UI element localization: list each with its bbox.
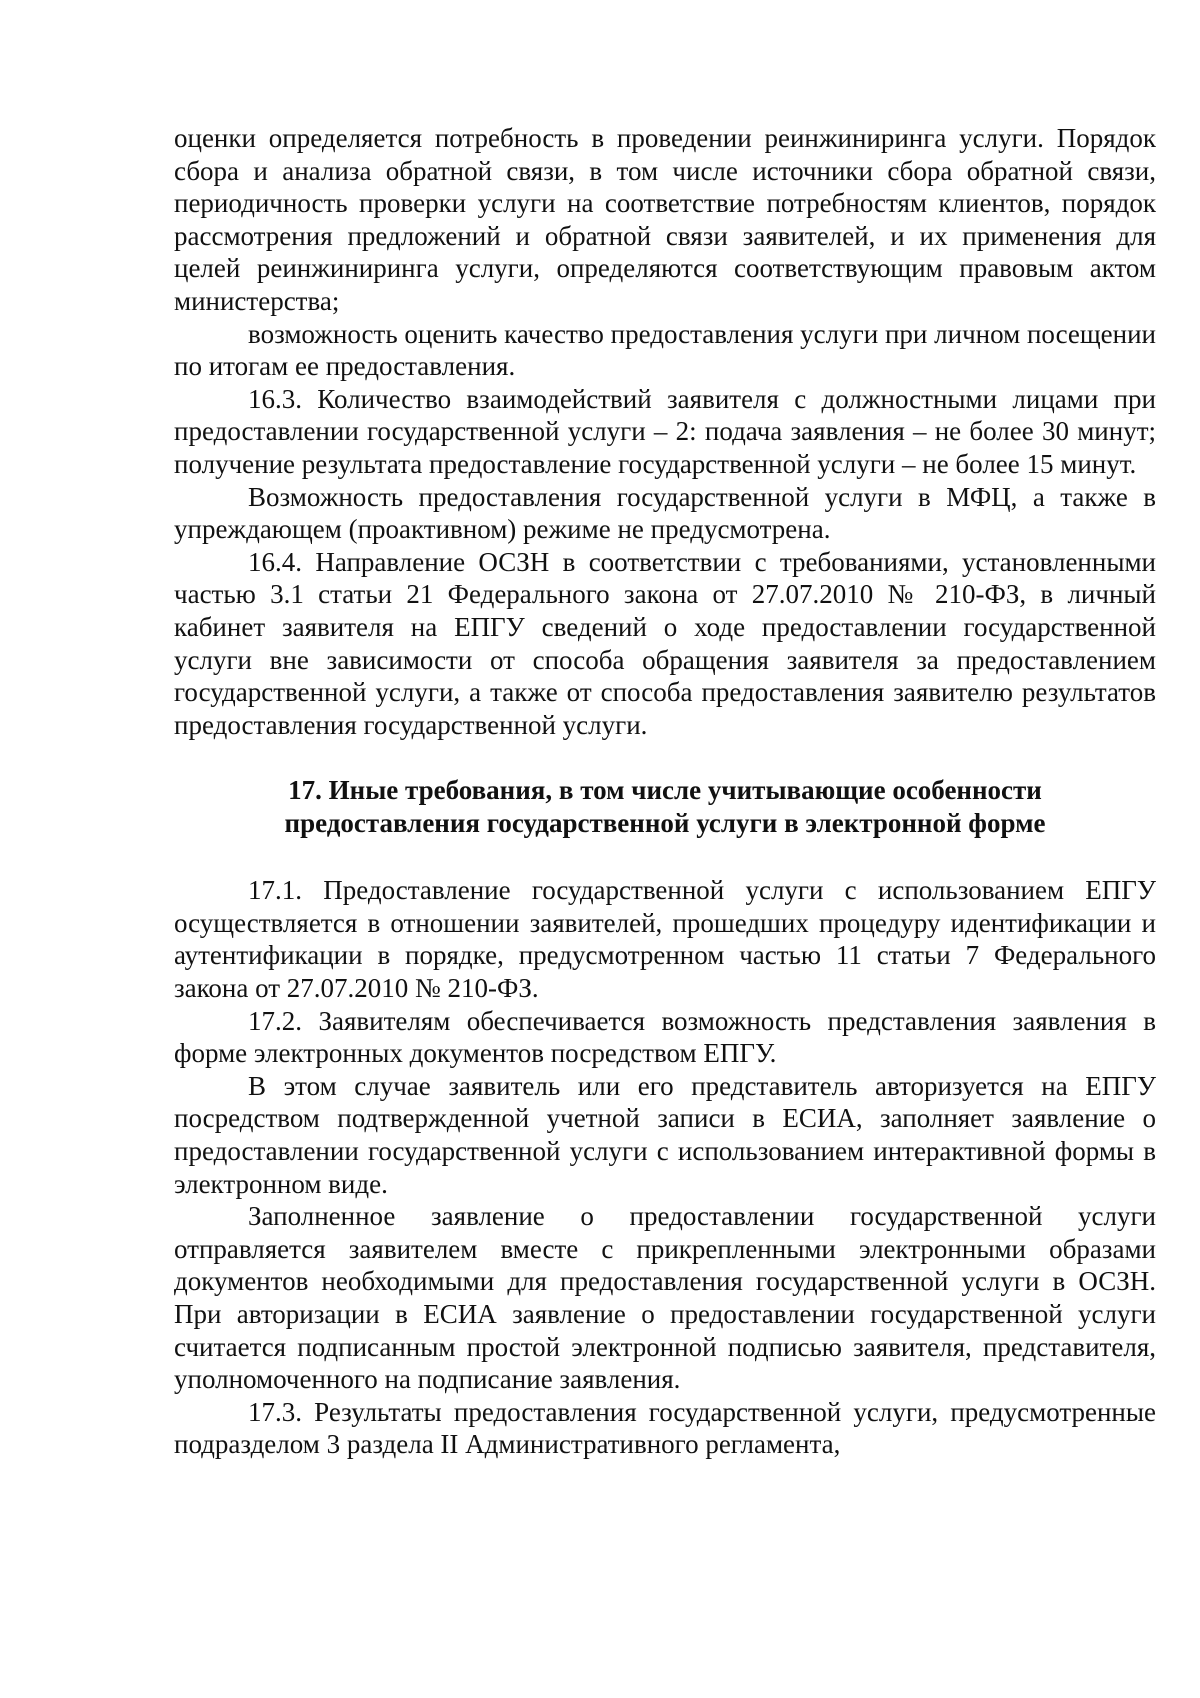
section-heading-line-2: предоставления государственной услуги в электронной форме bbox=[284, 808, 1046, 839]
paragraph-reengineering-continuation: оценки определяется потребность в проведении реинжиниринга услуги. Порядок сбора и анализа обратной связи, в том числе источники сбора обратной связи, периодичность проверки услуги на соответствие потребностям клиентов, порядок рассмотрения предложений и обратной связи заявителей, и их применения для целей реинжиниринга услуги, определяются соответствующим правовым актом министерства; bbox=[174, 123, 1156, 316]
paragraph-filled-application: Заполненное заявление о предоставлении государственной услуги отправляется заявителем вместе с прикрепленными электронными образами документов необходимыми для предоставления государственной услуги в ОСЗН. При авторизации в ЕСИА заявление о предоставлении государственной услуги считается подписанным простой электронной подписью заявителя, представителя, уполномоченного на подписание заявления. bbox=[174, 1201, 1156, 1395]
section-17-heading bbox=[174, 774, 1156, 840]
paragraph-17-1: 17.1. Предоставление государственной услуги с использованием ЕПГУ осуществляется в отношении заявителей, прошедших процедуру идентификации и аутентификации в порядке, предусмотренном частью 11 статьи 7 Федерального закона от 27.07.2010 № 210-ФЗ. bbox=[174, 875, 1156, 1004]
paragraph-16-3: 16.3. Количество взаимодействий заявителя с должностными лицами при предоставлении государственной услуги – 2: подача заявления – не более 30 минут; получение результата предоставление государственной услуги – не более 15 минут. bbox=[174, 383, 1156, 479]
paragraph-17-2: 17.2. Заявителям обеспечивается возможность представления заявления в форме электронных документов посредством ЕПГУ. bbox=[174, 1005, 1156, 1069]
paragraph-quality-assessment: возможность оценить качество предоставления услуги при личном посещении по итогам ее предоставления. bbox=[174, 318, 1156, 382]
document-body bbox=[174, 122, 1156, 1461]
section-heading-line-1: 17. Иные требования, в том числе учитывающие особенности bbox=[288, 775, 1042, 806]
paragraph-16-4: 16.4. Направление ОСЗН в соответствии с требованиями, установленными частью 3.1 статьи 21 Федерального закона от 27.07.2010 № 210-ФЗ, в личный кабинет заявителя на ЕПГУ сведений о ходе предоставлении государственной услуги вне зависимости от способа обращения заявителя за предоставлением государственной услуги, а также от способа предоставления заявителю результатов предоставления государственной услуги. bbox=[174, 546, 1156, 740]
paragraph-esia-authorization: В этом случае заявитель или его представитель авторизуется на ЕПГУ посредством подтвержденной учетной записи в ЕСИА, заполняет заявление о предоставлении государственной услуги с использованием интерактивной формы в электронном виде. bbox=[174, 1070, 1156, 1199]
paragraph-mfc-possibility: Возможность предоставления государственной услуги в МФЦ, а также в упреждающем (проактивном) режиме не предусмотрена. bbox=[174, 481, 1156, 545]
paragraph-17-3: 17.3. Результаты предоставления государственной услуги, предусмотренные подразделом 3 раздела II Административного регламента, bbox=[174, 1396, 1156, 1460]
